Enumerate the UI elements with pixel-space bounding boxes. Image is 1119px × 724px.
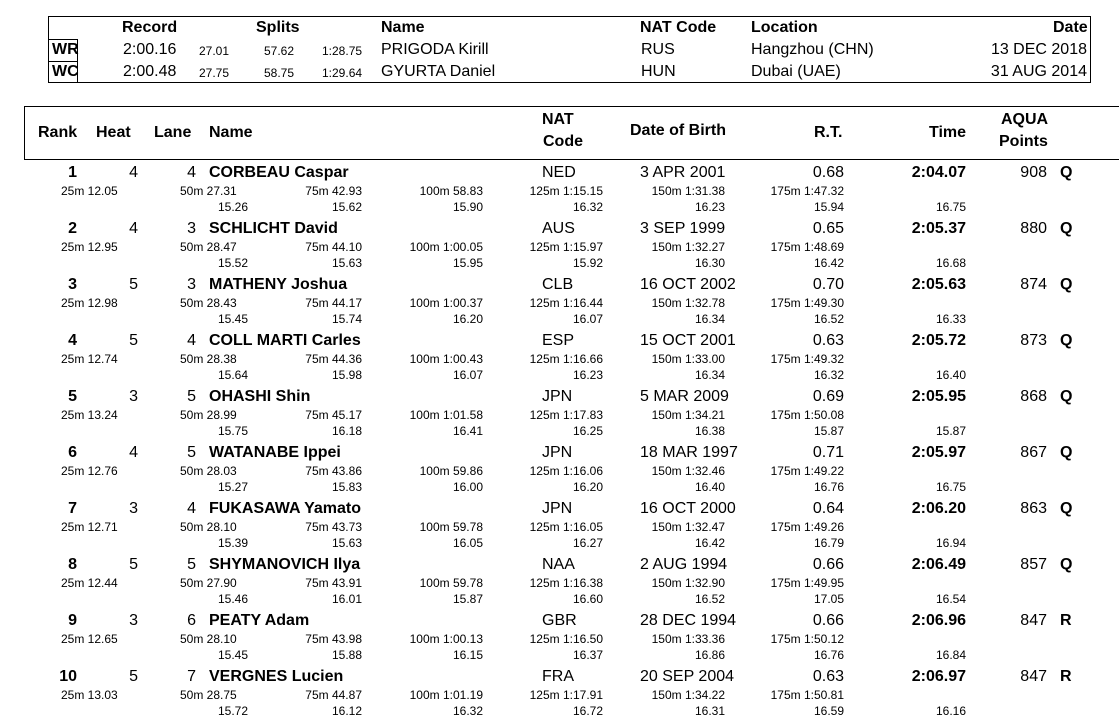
lap-125: 16.07 (572, 312, 603, 326)
lap-150: 16.34 (694, 312, 725, 326)
split-175: 175m 1:50.81 (770, 688, 844, 702)
aqua-points: 857 (1020, 556, 1047, 573)
lap-175: 17.05 (813, 592, 844, 606)
col-name: Name (209, 124, 253, 141)
lane: 5 (187, 444, 196, 461)
qualification-mark: Q (1060, 444, 1073, 461)
lap-50: 15.46 (217, 592, 248, 606)
record-split: 27.01 (199, 44, 230, 58)
split-75: 75m 43.86 (305, 464, 362, 478)
heat: 3 (129, 612, 138, 629)
heat: 5 (129, 556, 138, 573)
split-50: 50m 28.47 (180, 240, 237, 254)
final-time: 2:05.95 (911, 388, 966, 405)
lap-150: 16.42 (694, 536, 725, 550)
lap-150: 16.30 (694, 256, 725, 270)
record-split: 58.75 (264, 66, 295, 80)
final-time: 2:05.63 (911, 276, 966, 293)
record-type: WC (52, 63, 79, 80)
final-time: 2:05.37 (911, 220, 966, 237)
record-split: 27.75 (199, 66, 230, 80)
split-100: 100m 1:01.19 (409, 688, 483, 702)
heat: 5 (129, 668, 138, 685)
split-175: 175m 1:49.30 (770, 296, 844, 310)
final-time: 2:06.20 (911, 500, 966, 517)
lane: 5 (187, 556, 196, 573)
lap-200: 16.94 (935, 536, 966, 550)
split-150: 150m 1:32.27 (651, 240, 725, 254)
split-100: 100m 59.78 (419, 520, 483, 534)
records-header-nat: NAT Code (640, 19, 717, 36)
lap-125: 16.37 (572, 648, 603, 662)
lap-150: 16.38 (694, 424, 725, 438)
split-100: 100m 1:01.58 (409, 408, 483, 422)
final-time: 2:04.07 (911, 164, 966, 181)
athlete-name: COLL MARTI Carles (209, 332, 361, 349)
lap-100: 16.32 (452, 704, 483, 718)
split-100: 100m 1:00.13 (409, 632, 483, 646)
split-150: 150m 1:32.78 (651, 296, 725, 310)
qualification-mark: Q (1060, 388, 1073, 405)
reaction-time: 0.68 (812, 164, 844, 181)
split-175: 175m 1:50.08 (770, 408, 844, 422)
date-of-birth: 16 OCT 2002 (640, 276, 736, 293)
lane: 6 (187, 612, 196, 629)
record-nat: RUS (641, 41, 675, 58)
lap-100: 15.90 (452, 200, 483, 214)
split-175: 175m 1:47.32 (770, 184, 844, 198)
reaction-time: 0.63 (812, 332, 844, 349)
aqua-points: 880 (1020, 220, 1047, 237)
final-time: 2:06.97 (911, 668, 966, 685)
qualification-mark: R (1060, 668, 1072, 685)
qualification-mark: Q (1060, 500, 1073, 517)
reaction-time: 0.65 (812, 220, 844, 237)
split-25: 25m 12.76 (61, 464, 118, 478)
records-header-record: Record (122, 19, 178, 36)
lap-175: 16.76 (813, 648, 844, 662)
athlete-name: PEATY Adam (209, 612, 310, 629)
lap-200: 16.16 (935, 704, 966, 718)
nat-code: GBR (542, 612, 577, 629)
split-125: 125m 1:17.91 (529, 688, 603, 702)
split-125: 125m 1:16.06 (529, 464, 603, 478)
split-175: 175m 1:48.69 (770, 240, 844, 254)
date-of-birth: 3 APR 2001 (640, 164, 726, 181)
split-75: 75m 44.10 (305, 240, 362, 254)
lap-100: 16.07 (452, 368, 483, 382)
rank: 7 (68, 500, 77, 517)
split-25: 25m 12.95 (61, 240, 118, 254)
lane: 4 (187, 164, 196, 181)
split-50: 50m 28.10 (180, 632, 237, 646)
result-row (0, 444, 1119, 500)
lap-50: 15.45 (217, 648, 248, 662)
split-150: 150m 1:32.90 (651, 576, 725, 590)
records-header-location: Location (751, 19, 818, 36)
final-time: 2:06.49 (911, 556, 966, 573)
lane: 3 (187, 220, 196, 237)
split-75: 75m 42.93 (305, 184, 362, 198)
lap-75: 15.98 (331, 368, 362, 382)
result-row (0, 332, 1119, 388)
lap-150: 16.34 (694, 368, 725, 382)
col-lane: Lane (154, 124, 192, 141)
col-aqua: AQUA (1001, 111, 1049, 128)
athlete-name: SHYMANOVICH Ilya (209, 556, 361, 573)
heat: 5 (129, 276, 138, 293)
date-of-birth: 20 SEP 2004 (640, 668, 735, 685)
split-125: 125m 1:16.44 (529, 296, 603, 310)
lap-175: 16.76 (813, 480, 844, 494)
nat-code: JPN (542, 444, 573, 461)
lap-200: 16.33 (935, 312, 966, 326)
lap-50: 15.64 (217, 368, 248, 382)
split-50: 50m 28.43 (180, 296, 237, 310)
record-split: 1:28.75 (322, 44, 363, 58)
record-holder-name: PRIGODA Kirill (381, 41, 489, 58)
aqua-points: 867 (1020, 444, 1047, 461)
split-75: 75m 44.87 (305, 688, 362, 702)
split-150: 150m 1:32.46 (651, 464, 725, 478)
nat-code: FRA (542, 668, 574, 685)
lap-125: 16.25 (572, 424, 603, 438)
reaction-time: 0.63 (812, 668, 844, 685)
aqua-points: 908 (1020, 164, 1047, 181)
record-holder-name: GYURTA Daniel (381, 63, 496, 80)
col-nat: NAT (542, 111, 574, 128)
rank: 10 (59, 668, 77, 685)
date-of-birth: 18 MAR 1997 (640, 444, 738, 461)
aqua-points: 873 (1020, 332, 1047, 349)
result-row (0, 612, 1119, 668)
lap-75: 16.01 (331, 592, 362, 606)
qualification-mark: R (1060, 612, 1072, 629)
split-50: 50m 28.99 (180, 408, 237, 422)
split-150: 150m 1:31.38 (651, 184, 725, 198)
result-row (0, 388, 1119, 444)
lap-50: 15.26 (217, 200, 248, 214)
col-dob: Date of Birth (630, 122, 726, 139)
result-row (0, 556, 1119, 612)
nat-code: AUS (542, 220, 575, 237)
col-rt: R.T. (814, 124, 843, 141)
aqua-points: 874 (1020, 276, 1047, 293)
lap-100: 16.20 (452, 312, 483, 326)
lap-175: 16.32 (813, 368, 844, 382)
col-rank: Rank (38, 124, 78, 141)
lane: 7 (187, 668, 196, 685)
lap-175: 15.87 (813, 424, 844, 438)
lap-100: 15.95 (452, 256, 483, 270)
lane: 5 (187, 388, 196, 405)
rank: 6 (68, 444, 77, 461)
split-125: 125m 1:16.05 (529, 520, 603, 534)
nat-code: ESP (542, 332, 575, 349)
lap-75: 15.83 (331, 480, 362, 494)
record-location: Hangzhou (CHN) (751, 41, 874, 58)
lane: 3 (187, 276, 196, 293)
lap-125: 16.60 (572, 592, 603, 606)
split-100: 100m 1:00.37 (409, 296, 483, 310)
split-75: 75m 45.17 (305, 408, 362, 422)
qualification-mark: Q (1060, 332, 1073, 349)
athlete-name: OHASHI Shin (209, 388, 311, 405)
athlete-name: SCHLICHT David (209, 220, 338, 237)
lap-125: 16.32 (572, 200, 603, 214)
split-25: 25m 12.44 (61, 576, 118, 590)
lap-75: 15.63 (331, 536, 362, 550)
lap-100: 16.05 (452, 536, 483, 550)
lap-175: 16.52 (813, 312, 844, 326)
col-time: Time (929, 124, 967, 141)
split-150: 150m 1:33.36 (651, 632, 725, 646)
split-75: 75m 43.98 (305, 632, 362, 646)
date-of-birth: 2 AUG 1994 (640, 556, 728, 573)
lap-50: 15.72 (217, 704, 248, 718)
rank: 1 (68, 164, 77, 181)
split-50: 50m 28.10 (180, 520, 237, 534)
lap-200: 16.54 (935, 592, 966, 606)
record-type: WR (52, 41, 79, 58)
split-125: 125m 1:17.83 (529, 408, 603, 422)
lap-125: 15.92 (572, 256, 603, 270)
split-125: 125m 1:16.50 (529, 632, 603, 646)
lap-50: 15.39 (217, 536, 248, 550)
result-row (0, 668, 1119, 724)
lap-200: 16.75 (935, 200, 966, 214)
lap-75: 15.88 (331, 648, 362, 662)
rank: 5 (68, 388, 77, 405)
rank: 4 (68, 332, 77, 349)
split-50: 50m 27.31 (180, 184, 237, 198)
split-25: 25m 12.65 (61, 632, 118, 646)
reaction-time: 0.70 (812, 276, 844, 293)
heat: 4 (129, 164, 138, 181)
reaction-time: 0.66 (812, 612, 844, 629)
athlete-name: MATHENY Joshua (209, 276, 348, 293)
reaction-time: 0.69 (812, 388, 844, 405)
heat: 3 (129, 388, 138, 405)
split-100: 100m 59.78 (419, 576, 483, 590)
lap-75: 15.62 (331, 200, 362, 214)
record-split: 57.62 (264, 44, 295, 58)
heat: 5 (129, 332, 138, 349)
split-25: 25m 13.24 (61, 408, 118, 422)
lane: 4 (187, 500, 196, 517)
lap-150: 16.52 (694, 592, 725, 606)
final-time: 2:05.97 (911, 444, 966, 461)
records-header-splits: Splits (256, 19, 300, 36)
lap-125: 16.27 (572, 536, 603, 550)
date-of-birth: 15 OCT 2001 (640, 332, 736, 349)
athlete-name: CORBEAU Caspar (209, 164, 349, 181)
aqua-points: 868 (1020, 388, 1047, 405)
heat: 4 (129, 220, 138, 237)
rank: 8 (68, 556, 77, 573)
col-code: Code (543, 133, 583, 150)
lap-100: 15.87 (452, 592, 483, 606)
rank: 9 (68, 612, 77, 629)
records-header-name: Name (381, 19, 425, 36)
lap-150: 16.31 (694, 704, 725, 718)
date-of-birth: 28 DEC 1994 (640, 612, 737, 629)
record-time: 2:00.16 (123, 41, 177, 58)
lap-75: 15.63 (331, 256, 362, 270)
lap-100: 16.15 (452, 648, 483, 662)
split-100: 100m 59.86 (419, 464, 483, 478)
athlete-name: FUKASAWA Yamato (209, 500, 362, 517)
nat-code: NAA (542, 556, 575, 573)
aqua-points: 863 (1020, 500, 1047, 517)
split-125: 125m 1:16.38 (529, 576, 603, 590)
lane: 4 (187, 332, 196, 349)
rank: 2 (68, 220, 77, 237)
lap-75: 16.12 (331, 704, 362, 718)
lap-200: 15.87 (935, 424, 966, 438)
result-row (0, 276, 1119, 332)
final-time: 2:05.72 (911, 332, 966, 349)
rank: 3 (68, 276, 77, 293)
split-50: 50m 27.90 (180, 576, 237, 590)
lap-50: 15.75 (217, 424, 248, 438)
lap-200: 16.75 (935, 480, 966, 494)
split-175: 175m 1:49.32 (770, 352, 844, 366)
lap-50: 15.45 (217, 312, 248, 326)
split-25: 25m 12.98 (61, 296, 118, 310)
split-150: 150m 1:34.22 (651, 688, 725, 702)
split-25: 25m 12.74 (61, 352, 118, 366)
lap-175: 15.94 (813, 200, 844, 214)
aqua-points: 847 (1020, 668, 1047, 685)
date-of-birth: 16 OCT 2000 (640, 500, 736, 517)
lap-125: 16.20 (572, 480, 603, 494)
split-50: 50m 28.38 (180, 352, 237, 366)
split-25: 25m 12.05 (61, 184, 118, 198)
record-split: 1:29.64 (322, 66, 363, 80)
nat-code: CLB (542, 276, 574, 293)
result-row (0, 500, 1119, 556)
lap-150: 16.40 (694, 480, 725, 494)
qualification-mark: Q (1060, 220, 1073, 237)
lap-175: 16.59 (813, 704, 844, 718)
split-25: 25m 12.71 (61, 520, 118, 534)
reaction-time: 0.71 (812, 444, 844, 461)
athlete-name: VERGNES Lucien (209, 668, 344, 685)
record-time: 2:00.48 (123, 63, 177, 80)
lap-100: 16.41 (452, 424, 483, 438)
reaction-time: 0.64 (812, 500, 844, 517)
qualification-mark: Q (1060, 276, 1073, 293)
split-25: 25m 13.03 (61, 688, 118, 702)
records-header-date: Date (1053, 19, 1088, 36)
lap-125: 16.72 (572, 704, 603, 718)
lap-75: 16.18 (331, 424, 362, 438)
lap-175: 16.42 (813, 256, 844, 270)
final-time: 2:06.96 (911, 612, 966, 629)
split-75: 75m 44.17 (305, 296, 362, 310)
lap-200: 16.68 (935, 256, 966, 270)
split-50: 50m 28.03 (180, 464, 237, 478)
split-150: 150m 1:34.21 (651, 408, 725, 422)
split-100: 100m 1:00.43 (409, 352, 483, 366)
lap-50: 15.27 (217, 480, 248, 494)
lap-200: 16.84 (935, 648, 966, 662)
heat: 3 (129, 500, 138, 517)
lap-175: 16.79 (813, 536, 844, 550)
lap-150: 16.86 (694, 648, 725, 662)
split-175: 175m 1:49.26 (770, 520, 844, 534)
split-100: 100m 58.83 (419, 184, 483, 198)
col-heat: Heat (96, 124, 131, 141)
split-75: 75m 43.91 (305, 576, 362, 590)
qualification-mark: Q (1060, 164, 1073, 181)
split-100: 100m 1:00.05 (409, 240, 483, 254)
lap-75: 15.74 (331, 312, 362, 326)
split-150: 150m 1:32.47 (651, 520, 725, 534)
split-50: 50m 28.75 (180, 688, 237, 702)
date-of-birth: 3 SEP 1999 (640, 220, 726, 237)
lap-125: 16.23 (572, 368, 603, 382)
reaction-time: 0.66 (812, 556, 844, 573)
record-date: 13 DEC 2018 (990, 41, 1087, 58)
split-75: 75m 44.36 (305, 352, 362, 366)
split-150: 150m 1:33.00 (651, 352, 725, 366)
lap-100: 16.00 (452, 480, 483, 494)
record-nat: HUN (641, 63, 676, 80)
split-75: 75m 43.73 (305, 520, 362, 534)
result-row (0, 220, 1119, 276)
date-of-birth: 5 MAR 2009 (640, 388, 729, 405)
qualification-mark: Q (1060, 556, 1073, 573)
lap-200: 16.40 (935, 368, 966, 382)
nat-code: JPN (542, 388, 573, 405)
split-125: 125m 1:15.97 (529, 240, 603, 254)
record-location: Dubai (UAE) (751, 63, 841, 80)
heat: 4 (129, 444, 138, 461)
nat-code: JPN (542, 500, 573, 517)
result-row (0, 164, 1119, 220)
split-125: 125m 1:16.66 (529, 352, 603, 366)
lap-150: 16.23 (694, 200, 725, 214)
record-date: 31 AUG 2014 (990, 63, 1087, 80)
split-125: 125m 1:15.15 (529, 184, 603, 198)
aqua-points: 847 (1020, 612, 1047, 629)
split-175: 175m 1:49.22 (770, 464, 844, 478)
athlete-name: WATANABE Ippei (209, 444, 341, 461)
nat-code: NED (542, 164, 576, 181)
lap-50: 15.52 (217, 256, 248, 270)
split-175: 175m 1:49.95 (770, 576, 844, 590)
col-points: Points (999, 133, 1048, 150)
split-175: 175m 1:50.12 (770, 632, 844, 646)
